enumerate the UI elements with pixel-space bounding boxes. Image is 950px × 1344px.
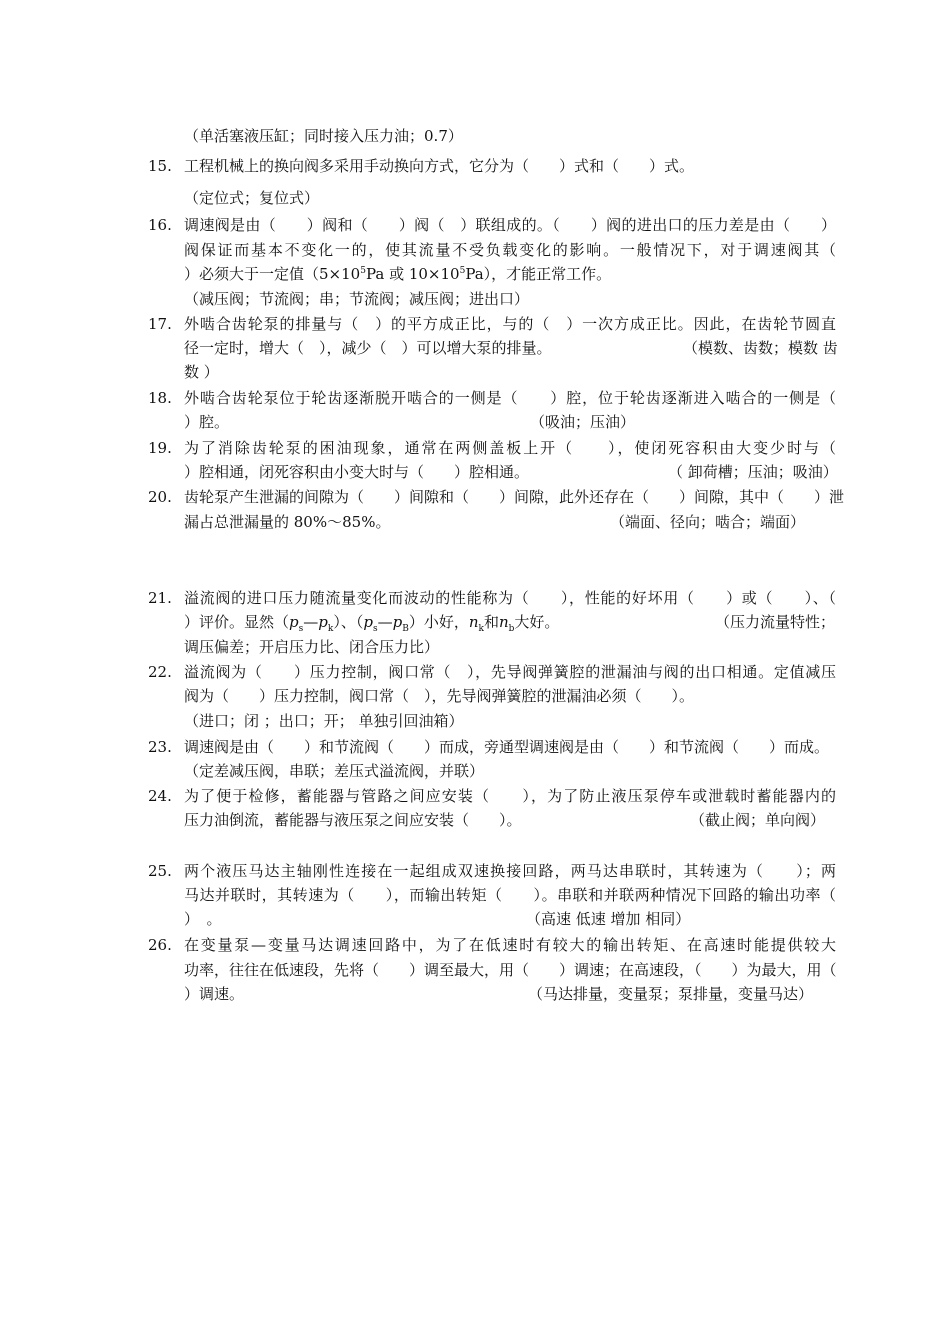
q20-answer: （端面、径向；啮合；端面） xyxy=(610,513,806,531)
q23-number: 23. xyxy=(148,738,172,756)
q19-text-line2: ）腔相通，闭死容积由小变大时与（ ）腔相通。 xyxy=(184,463,530,481)
q18-number: 18. xyxy=(148,389,172,407)
q16-text-line1: 调速阀是由（ ）阀和（ ）阀（ ）联组成的。（ ）阀的进出口的压力差是由（ ） xyxy=(184,216,836,234)
q22-text-line1: 溢流阀为（ ）压力控制，阀口常（ ），先导阀弹簧腔的泄漏油与阀的出口相通。定值减压 xyxy=(184,663,836,681)
q15-text: 工程机械上的换向阀多采用手动换向方式，它分为（ ）式和（ ）式。 xyxy=(184,157,695,175)
q21-answer-a: （压力流量特性； xyxy=(715,613,836,631)
q21-text-line2: ）评价。显然$(p_s—p_k)$、$(p_s—p_B)$小好，$n_k$和$n_b$大好。 xyxy=(184,613,560,634)
q20-number: 20. xyxy=(148,488,172,506)
q17-text-line2: 径一定时，增大（ ），减少（ ）可以增大泵的排量。 xyxy=(184,339,552,357)
q15-answer: （定位式；复位式） xyxy=(184,189,320,207)
q26-text-line1: 在变量泵—变量马达调速回路中，为了在低速时有较大的输出转矩、在高速时能提供较大 xyxy=(184,936,836,954)
q18-answer: （吸油；压油） xyxy=(530,413,636,431)
q17-answer-a: （模数、齿数；模数 齿 xyxy=(683,339,838,357)
q21-text-line1: 溢流阀的进口压力随流量变化而波动的性能称为（ ），性能的好坏用（ ）或（ ）、（ xyxy=(184,589,836,607)
q24-number: 24. xyxy=(148,787,172,805)
q25-text-line2: 马达并联时，其转速为（ ），而输出转矩（ ）。串联和并联两种情况下回路的输出功率（ xyxy=(184,886,836,904)
q17-answer-b: 数 ） xyxy=(184,363,219,381)
q18-text-line2: ）腔。 xyxy=(184,413,230,431)
q16-answer: （减压阀；节流阀；串；节流阀；减压阀；进出口） xyxy=(184,290,530,308)
q26-text-line3: ）调速。 xyxy=(184,985,245,1003)
q26-text-line2: 功率，往往在低速段，先将（ ）调至最大，用（ ）调速；在高速段，（ ）为最大，用（ xyxy=(184,961,837,979)
q24-text-line2: 压力油倒流，蓄能器与液压泵之间应安装（ ）。 xyxy=(184,811,522,829)
q16-number: 16. xyxy=(148,216,172,234)
q18-text-line1: 外啮合齿轮泵位于轮齿逐渐脱开啮合的一侧是（ ）腔，位于轮齿逐渐进入啮合的一侧是（ xyxy=(184,389,836,407)
q20-text-line2: 漏占总泄漏量的 80%～85%。 xyxy=(184,513,391,531)
q24-text-line1: 为了便于检修，蓄能器与管路之间应安装（ ），为了防止液压泵停车或泄载时蓄能器内的 xyxy=(184,787,836,805)
q25-answer: （高速 低速 增加 相同） xyxy=(526,910,691,928)
q19-answer: （ 卸荷槽；压油；吸油） xyxy=(668,463,838,481)
q22-answer: （进口；闭 ；出口；开； 单独引回油箱） xyxy=(184,712,464,730)
q19-number: 19. xyxy=(148,439,172,457)
q26-answer: （马达排量，变量泵；泵排量，变量马达） xyxy=(528,985,814,1003)
q23-answer: （定差减压阀，串联；差压式溢流阀，并联） xyxy=(184,762,485,780)
q26-number: 26. xyxy=(148,936,172,954)
q17-text-line1: 外啮合齿轮泵的排量与（ ）的平方成正比，与的（ ）一次方成正比。因此，在齿轮节圆直 xyxy=(184,315,836,333)
q22-text-line2: 阀为（ ）压力控制，阀口常（ ），先导阀弹簧腔的泄漏油必须（ ）。 xyxy=(184,687,695,705)
q23-text-line1: 调速阀是由（ ）和节流阀（ ）而成，旁通型调速阀是由（ ）和节流阀（ ）而成。 xyxy=(184,738,830,756)
q16-text-line3: ）必须大于一定值（$5\times 10^5Pa$ 或 $10\times 10^5Pa$），才能正常工作。 xyxy=(184,265,612,283)
q24-answer: （截止阀；单向阀） xyxy=(690,811,826,829)
q15-number: 15. xyxy=(148,157,172,175)
q16-text-line2: 阀保证而基本不变化一的，使其流量不受负载变化的影响。一般情况下，对于调速阀其（ xyxy=(184,241,836,259)
q25-number: 25. xyxy=(148,862,172,880)
q25-text-line3: ） 。 xyxy=(184,910,222,928)
q25-text-line1: 两个液压马达主轴刚性连接在一起组成双速换接回路，两马达串联时，其转速为（ ）；两 xyxy=(184,862,836,880)
q21-number: 21. xyxy=(148,589,172,607)
q19-text-line1: 为了消除齿轮泵的困油现象，通常在两侧盖板上开（ ），使闭死容积由大变少时与（ xyxy=(184,439,836,457)
q20-text-line1: 齿轮泵产生泄漏的间隙为（ ）间隙和（ ）间隙，此外还存在（ ）间隙，其中（ ）泄 xyxy=(184,488,845,506)
answer-top: （单活塞液压缸；同时接入压力油；0.7） xyxy=(184,127,463,145)
q21-answer-b: 调压偏差；开启压力比、闭合压力比） xyxy=(184,638,440,656)
q22-number: 22. xyxy=(148,663,172,681)
q17-number: 17. xyxy=(148,315,172,333)
